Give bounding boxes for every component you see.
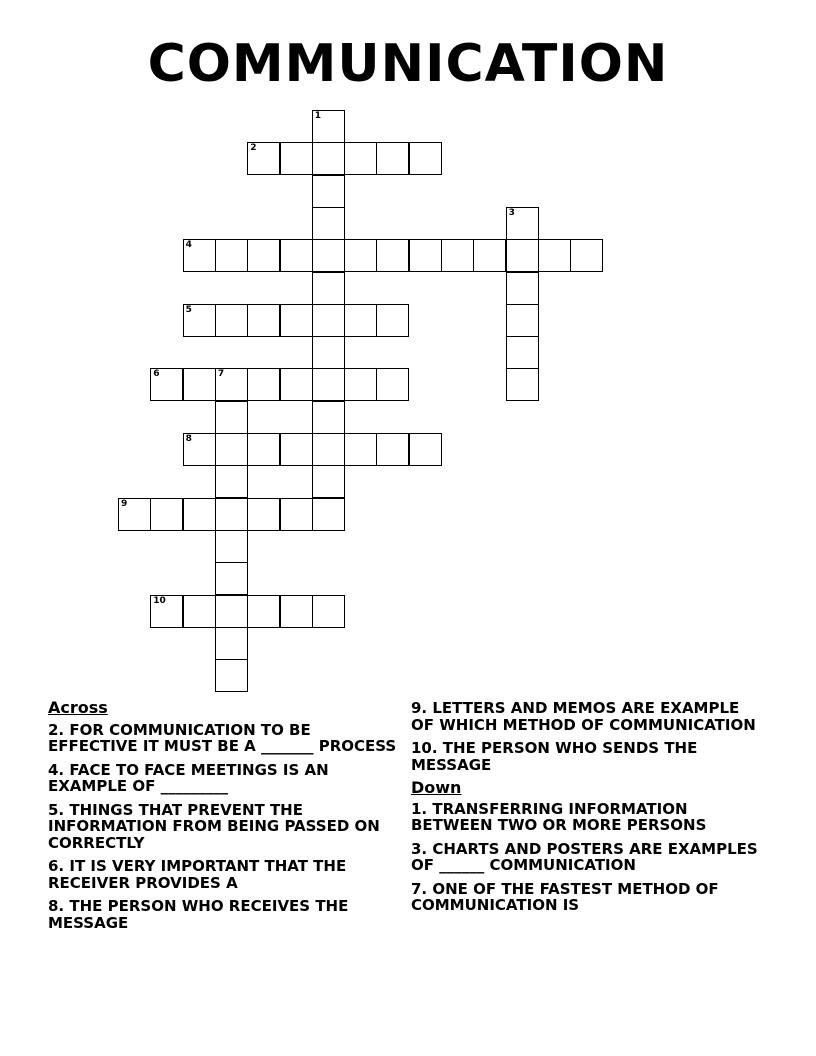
grid-cell[interactable] <box>247 239 280 272</box>
down-heading: Down <box>411 778 462 797</box>
grid-cell[interactable] <box>570 239 603 272</box>
clue-down-7: 7. ONE OF THE FASTEST METHOD OF COMMUNICATION IS <box>411 879 719 914</box>
grid-cell[interactable] <box>344 433 377 466</box>
grid-cell-number: 5 <box>185 304 192 315</box>
grid-cell[interactable] <box>215 530 248 563</box>
grid-cell[interactable] <box>150 595 183 628</box>
grid-cell[interactable] <box>506 207 539 240</box>
grid-cell-number: 3 <box>508 207 515 218</box>
grid-cell[interactable] <box>247 433 280 466</box>
grid-cell[interactable] <box>183 368 216 401</box>
grid-cell[interactable] <box>215 239 248 272</box>
grid-cell-number: 2 <box>250 143 257 154</box>
grid-cell[interactable] <box>280 304 313 337</box>
grid-cell[interactable] <box>150 498 183 531</box>
grid-cell-number: 10 <box>153 595 166 606</box>
grid-cell[interactable] <box>215 304 248 337</box>
clue-across-2: 2. FOR COMMUNICATION TO BE EFFECTIVE IT MUST BE A _______ PROCESS <box>48 720 397 755</box>
grid-cell[interactable] <box>506 272 539 305</box>
grid-cell[interactable] <box>376 433 409 466</box>
grid-cell[interactable] <box>312 368 345 401</box>
grid-cell[interactable] <box>376 239 409 272</box>
grid-cell[interactable] <box>215 368 248 401</box>
clue-down-1: 1. TRANSFERRING INFORMATION BETWEEN TWO OR MORE PERSONS <box>411 799 707 834</box>
grid-cell[interactable] <box>247 595 280 628</box>
grid-cell[interactable] <box>215 465 248 498</box>
grid-cell[interactable] <box>506 239 539 272</box>
clue-across-4: 4. FACE TO FACE MEETINGS IS AN EXAMPLE OF _________ <box>48 760 329 795</box>
grid-cell[interactable] <box>215 433 248 466</box>
grid-cell[interactable] <box>215 562 248 595</box>
grid-cell[interactable] <box>312 401 345 434</box>
clue-across-10: 10. THE PERSON WHO SENDS THE MESSAGE <box>411 739 698 774</box>
grid-cell[interactable] <box>183 304 216 337</box>
grid-cell[interactable] <box>312 465 345 498</box>
clue-across-6: 6. IT IS VERY IMPORTANT THAT THE RECEIVER PROVIDES A <box>48 857 347 892</box>
grid-cell[interactable] <box>280 368 313 401</box>
grid-cell[interactable] <box>183 595 216 628</box>
grid-cell[interactable] <box>280 142 313 175</box>
grid-cell[interactable] <box>118 498 151 531</box>
clue-across-5: 5. THINGS THAT PREVENT THE INFORMATION FROM BEING PASSED ON CORRECTLY <box>48 800 380 852</box>
grid-cell[interactable] <box>344 142 377 175</box>
grid-cell[interactable] <box>441 239 474 272</box>
grid-cell-number: 4 <box>185 240 192 251</box>
clues-right-column <box>411 700 761 921</box>
grid-cell[interactable] <box>344 304 377 337</box>
grid-cell[interactable] <box>183 239 216 272</box>
grid-cell[interactable] <box>312 498 345 531</box>
grid-cell[interactable] <box>280 239 313 272</box>
grid-cell[interactable] <box>312 207 345 240</box>
grid-cell[interactable] <box>247 304 280 337</box>
grid-cell[interactable] <box>409 239 442 272</box>
grid-cell[interactable] <box>280 498 313 531</box>
grid-cell-number: 7 <box>217 369 225 380</box>
grid-cell[interactable] <box>247 498 280 531</box>
clue-down-3: 3. CHARTS AND POSTERS ARE EXAMPLES OF ______ COMMUNICATION <box>411 839 758 874</box>
grid-cell[interactable] <box>538 239 571 272</box>
grid-cell[interactable] <box>344 239 377 272</box>
grid-cell[interactable] <box>312 433 345 466</box>
grid-cell[interactable] <box>312 304 345 337</box>
grid-cell[interactable] <box>247 368 280 401</box>
grid-cell[interactable] <box>312 595 345 628</box>
grid-cell[interactable] <box>215 595 248 628</box>
grid-cell[interactable] <box>150 368 183 401</box>
grid-cell[interactable] <box>376 142 409 175</box>
grid-cell[interactable] <box>312 142 345 175</box>
grid-cell[interactable] <box>215 498 248 531</box>
grid-cell[interactable] <box>506 368 539 401</box>
clue-across-8: 8. THE PERSON WHO RECEIVES THE MESSAGE <box>48 897 349 932</box>
grid-cell[interactable] <box>183 498 216 531</box>
grid-cell[interactable] <box>344 368 377 401</box>
grid-cell[interactable] <box>280 433 313 466</box>
grid-cell[interactable] <box>376 304 409 337</box>
grid-cell[interactable] <box>215 627 248 660</box>
grid-cell[interactable] <box>215 659 248 692</box>
grid-cell-number: 9 <box>121 498 128 509</box>
grid-cell[interactable] <box>312 336 345 369</box>
grid-cell[interactable] <box>409 433 442 466</box>
grid-cell[interactable] <box>215 401 248 434</box>
grid-cell[interactable] <box>376 368 409 401</box>
grid-cell[interactable] <box>312 110 345 143</box>
grid-cell[interactable] <box>312 272 345 305</box>
grid-cell[interactable] <box>409 142 442 175</box>
grid-cell[interactable] <box>280 595 313 628</box>
clues-left-column <box>48 700 398 938</box>
clue-across-9: 9. LETTERS AND MEMOS ARE EXAMPLE OF WHICH METHOD OF COMMUNICATION <box>411 699 756 734</box>
puzzle-title: COMMUNICATION <box>147 34 669 94</box>
grid-cell-number: 8 <box>185 434 192 444</box>
grid-cell-number: 1 <box>314 111 322 121</box>
across-heading: Across <box>48 698 108 717</box>
grid-cell[interactable] <box>312 239 345 272</box>
grid-cell-number: 6 <box>153 369 160 380</box>
grid-cell[interactable] <box>506 304 539 337</box>
grid-cell[interactable] <box>312 175 345 208</box>
grid-cell[interactable] <box>506 336 539 369</box>
grid-cell[interactable] <box>247 142 280 175</box>
grid-cell[interactable] <box>183 433 216 466</box>
grid-cell[interactable] <box>473 239 506 272</box>
